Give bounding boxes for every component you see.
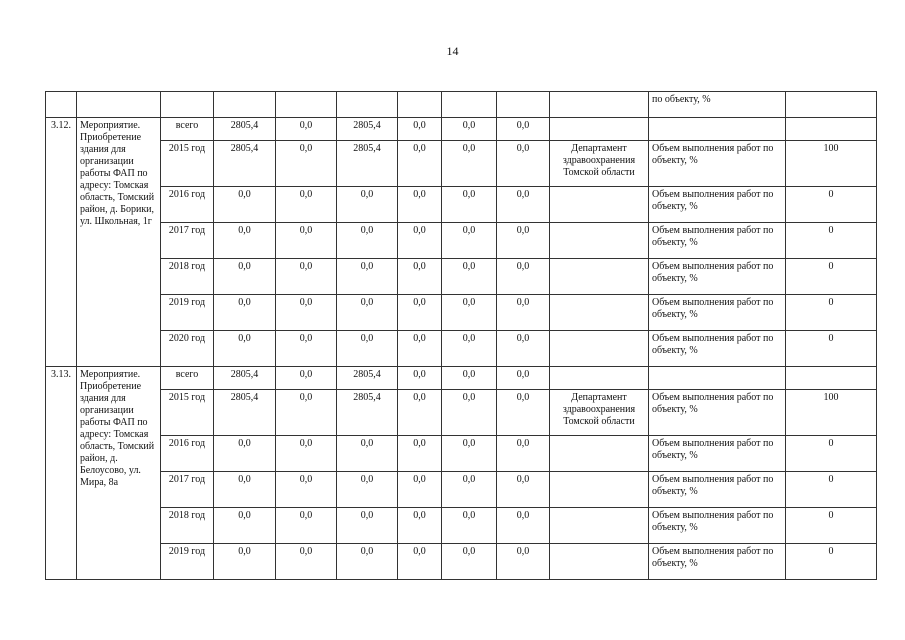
cell-value: 0,0 bbox=[442, 544, 497, 580]
cell-value: 0,0 bbox=[276, 436, 337, 472]
cell-value: 0,0 bbox=[497, 259, 550, 295]
cell-value: 0,0 bbox=[214, 259, 276, 295]
cell-value: 0,0 bbox=[214, 508, 276, 544]
cell-executor bbox=[550, 367, 649, 390]
cell-value: 0,0 bbox=[497, 295, 550, 331]
cell-indicator: по объекту, % bbox=[649, 92, 786, 118]
cell-value: 0,0 bbox=[337, 223, 398, 259]
cell-value: 0,0 bbox=[276, 390, 337, 436]
cell-indicator: Объем выполнения работ по объекту, % bbox=[649, 331, 786, 367]
cell-value: 0,0 bbox=[497, 436, 550, 472]
cell-value: 0,0 bbox=[214, 223, 276, 259]
cell-empty bbox=[398, 92, 442, 118]
cell-executor bbox=[550, 436, 649, 472]
table-row bbox=[46, 223, 877, 259]
cell-value: 0,0 bbox=[398, 223, 442, 259]
cell-indicator-value: 0 bbox=[786, 259, 877, 295]
cell-value: 0,0 bbox=[442, 118, 497, 141]
cell-value: 2805,4 bbox=[337, 390, 398, 436]
cell-value: 2805,4 bbox=[337, 367, 398, 390]
cell-value: 0,0 bbox=[497, 367, 550, 390]
cell-value: 0,0 bbox=[337, 508, 398, 544]
cell-value: 0,0 bbox=[442, 295, 497, 331]
cell-period: всего bbox=[161, 118, 214, 141]
cell-indicator bbox=[649, 118, 786, 141]
cell-indicator: Объем выполнения работ по объекту, % bbox=[649, 223, 786, 259]
cell-indicator-value: 100 bbox=[786, 390, 877, 436]
table-row bbox=[46, 259, 877, 295]
cell-indicator bbox=[649, 367, 786, 390]
cell-value: 0,0 bbox=[276, 295, 337, 331]
cell-indicator-value bbox=[786, 367, 877, 390]
cell-empty bbox=[337, 92, 398, 118]
section-name: Мероприятие. Приобретение здания для организации работы ФАП по адресу: Томская область, Томский район, д. Борики, ул. Школьная, 1г bbox=[77, 118, 161, 367]
table-row bbox=[46, 331, 877, 367]
cell-indicator-value: 0 bbox=[786, 187, 877, 223]
cell-indicator-value: 0 bbox=[786, 223, 877, 259]
cell-empty bbox=[550, 92, 649, 118]
cell-value: 2805,4 bbox=[214, 367, 276, 390]
cell-executor bbox=[550, 259, 649, 295]
cell-value: 0,0 bbox=[497, 187, 550, 223]
cell-value: 0,0 bbox=[337, 331, 398, 367]
cell-value: 0,0 bbox=[337, 187, 398, 223]
cell-value: 0,0 bbox=[214, 331, 276, 367]
cell-value: 0,0 bbox=[442, 436, 497, 472]
cell-executor: Департамент здравоохранения Томской области bbox=[550, 141, 649, 187]
cell-value: 0,0 bbox=[442, 141, 497, 187]
cell-indicator: Объем выполнения работ по объекту, % bbox=[649, 187, 786, 223]
continuation-row bbox=[46, 92, 877, 118]
cell-value: 0,0 bbox=[442, 331, 497, 367]
cell-indicator-value: 0 bbox=[786, 331, 877, 367]
cell-value: 0,0 bbox=[442, 223, 497, 259]
cell-value: 0,0 bbox=[276, 508, 337, 544]
cell-empty bbox=[77, 92, 161, 118]
page-number: 14 bbox=[446, 44, 459, 58]
cell-value: 2805,4 bbox=[337, 141, 398, 187]
cell-value: 0,0 bbox=[214, 544, 276, 580]
cell-value: 0,0 bbox=[497, 141, 550, 187]
cell-value: 0,0 bbox=[276, 223, 337, 259]
cell-period: 2017 год bbox=[161, 472, 214, 508]
cell-indicator: Объем выполнения работ по объекту, % bbox=[649, 544, 786, 580]
cell-value: 0,0 bbox=[398, 390, 442, 436]
cell-value: 0,0 bbox=[214, 472, 276, 508]
cell-empty bbox=[214, 92, 276, 118]
program-table bbox=[45, 91, 877, 580]
cell-indicator-value bbox=[786, 118, 877, 141]
table-row bbox=[46, 436, 877, 472]
section-number: 3.13. bbox=[46, 367, 77, 580]
cell-value: 2805,4 bbox=[337, 118, 398, 141]
cell-value: 0,0 bbox=[442, 187, 497, 223]
cell-value: 0,0 bbox=[214, 436, 276, 472]
section-name: Мероприятие. Приобретение здания для организации работы ФАП по адресу: Томская область, Томский район, д. Белоусово, ул. Мира, 8а bbox=[77, 367, 161, 580]
cell-indicator-value: 0 bbox=[786, 508, 877, 544]
cell-value: 0,0 bbox=[442, 390, 497, 436]
cell-value: 0,0 bbox=[497, 544, 550, 580]
cell-indicator-value: 0 bbox=[786, 472, 877, 508]
cell-empty bbox=[46, 92, 77, 118]
cell-value: 0,0 bbox=[337, 259, 398, 295]
table-row bbox=[46, 295, 877, 331]
cell-executor bbox=[550, 544, 649, 580]
cell-executor bbox=[550, 508, 649, 544]
section-number: 3.12. bbox=[46, 118, 77, 367]
cell-value: 0,0 bbox=[398, 367, 442, 390]
cell-value: 2805,4 bbox=[214, 141, 276, 187]
cell-executor bbox=[550, 223, 649, 259]
cell-indicator: Объем выполнения работ по объекту, % bbox=[649, 436, 786, 472]
cell-value: 0,0 bbox=[276, 472, 337, 508]
cell-indicator: Объем выполнения работ по объекту, % bbox=[649, 508, 786, 544]
cell-value: 0,0 bbox=[398, 187, 442, 223]
cell-period: 2018 год bbox=[161, 508, 214, 544]
cell-empty bbox=[442, 92, 497, 118]
cell-value: 0,0 bbox=[276, 331, 337, 367]
cell-value: 0,0 bbox=[398, 295, 442, 331]
cell-executor bbox=[550, 331, 649, 367]
cell-executor bbox=[550, 187, 649, 223]
table-row bbox=[46, 141, 877, 187]
cell-value: 0,0 bbox=[398, 544, 442, 580]
cell-indicator: Объем выполнения работ по объекту, % bbox=[649, 390, 786, 436]
cell-value: 0,0 bbox=[442, 508, 497, 544]
cell-value: 0,0 bbox=[398, 331, 442, 367]
cell-executor bbox=[550, 472, 649, 508]
cell-period: 2019 год bbox=[161, 295, 214, 331]
cell-indicator: Объем выполнения работ по объекту, % bbox=[649, 259, 786, 295]
table-row bbox=[46, 118, 877, 141]
cell-value: 0,0 bbox=[337, 472, 398, 508]
cell-value: 0,0 bbox=[398, 259, 442, 295]
cell-value: 0,0 bbox=[497, 118, 550, 141]
cell-period: 2016 год bbox=[161, 187, 214, 223]
cell-value: 0,0 bbox=[398, 436, 442, 472]
cell-empty bbox=[497, 92, 550, 118]
cell-value: 0,0 bbox=[276, 367, 337, 390]
cell-indicator-value: 0 bbox=[786, 544, 877, 580]
table-body bbox=[46, 92, 877, 580]
cell-indicator-value: 100 bbox=[786, 141, 877, 187]
cell-value: 0,0 bbox=[497, 390, 550, 436]
cell-value: 0,0 bbox=[497, 472, 550, 508]
table-row bbox=[46, 508, 877, 544]
cell-value: 0,0 bbox=[276, 259, 337, 295]
cell-value: 2805,4 bbox=[214, 390, 276, 436]
cell-value: 0,0 bbox=[276, 544, 337, 580]
cell-indicator: Объем выполнения работ по объекту, % bbox=[649, 472, 786, 508]
cell-executor bbox=[550, 118, 649, 141]
table-row bbox=[46, 544, 877, 580]
cell-value: 0,0 bbox=[276, 141, 337, 187]
cell-value: 0,0 bbox=[398, 508, 442, 544]
cell-indicator: Объем выполнения работ по объекту, % bbox=[649, 141, 786, 187]
cell-value: 0,0 bbox=[442, 472, 497, 508]
cell-value: 2805,4 bbox=[214, 118, 276, 141]
cell-value: 0,0 bbox=[497, 223, 550, 259]
cell-value: 0,0 bbox=[398, 141, 442, 187]
cell-period: всего bbox=[161, 367, 214, 390]
cell-period: 2018 год bbox=[161, 259, 214, 295]
cell-value: 0,0 bbox=[497, 331, 550, 367]
cell-value: 0,0 bbox=[337, 544, 398, 580]
cell-period: 2015 год bbox=[161, 390, 214, 436]
cell-empty bbox=[276, 92, 337, 118]
cell-executor: Департамент здравоохранения Томской области bbox=[550, 390, 649, 436]
cell-value: 0,0 bbox=[276, 118, 337, 141]
cell-period: 2016 год bbox=[161, 436, 214, 472]
cell-period: 2017 год bbox=[161, 223, 214, 259]
cell-value: 0,0 bbox=[337, 436, 398, 472]
cell-value: 0,0 bbox=[398, 472, 442, 508]
cell-value: 0,0 bbox=[442, 367, 497, 390]
table-row bbox=[46, 390, 877, 436]
cell-value: 0,0 bbox=[337, 295, 398, 331]
cell-indicator-value: 0 bbox=[786, 436, 877, 472]
cell-empty bbox=[161, 92, 214, 118]
cell-value: 0,0 bbox=[276, 187, 337, 223]
cell-indicator-value: 0 bbox=[786, 295, 877, 331]
cell-period: 2019 год bbox=[161, 544, 214, 580]
cell-empty bbox=[786, 92, 877, 118]
table-row bbox=[46, 472, 877, 508]
cell-period: 2020 год bbox=[161, 331, 214, 367]
table-row bbox=[46, 187, 877, 223]
cell-executor bbox=[550, 295, 649, 331]
cell-value: 0,0 bbox=[398, 118, 442, 141]
cell-indicator: Объем выполнения работ по объекту, % bbox=[649, 295, 786, 331]
cell-value: 0,0 bbox=[497, 508, 550, 544]
table-row bbox=[46, 367, 877, 390]
cell-value: 0,0 bbox=[442, 259, 497, 295]
cell-period: 2015 год bbox=[161, 141, 214, 187]
cell-value: 0,0 bbox=[214, 295, 276, 331]
cell-value: 0,0 bbox=[214, 187, 276, 223]
